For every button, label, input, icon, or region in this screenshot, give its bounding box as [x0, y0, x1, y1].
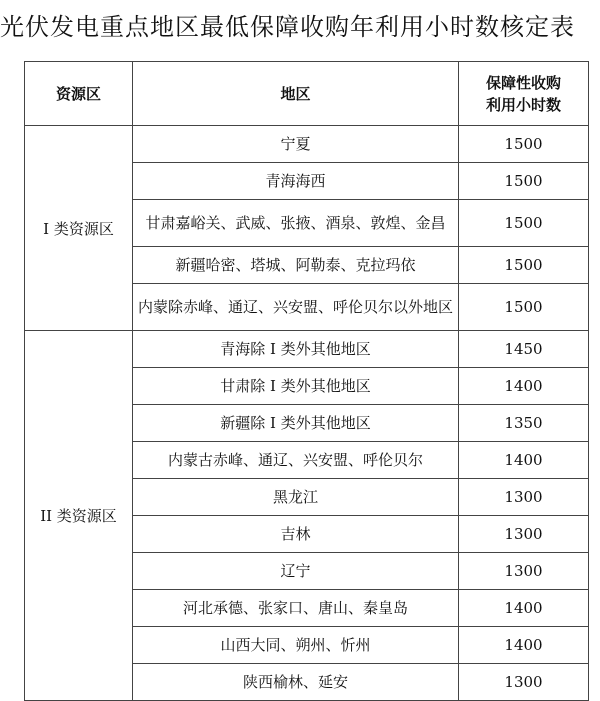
hours-cell: 1500: [459, 163, 589, 200]
header-hours-line1: 保障性收购: [485, 73, 561, 92]
region-cell: 青海海西: [133, 163, 459, 200]
region-cell: 甘肃除 I 类外其他地区: [133, 368, 459, 405]
hours-cell: 1300: [459, 553, 589, 590]
region-cell: 辽宁: [133, 553, 459, 590]
data-table: [24, 61, 589, 701]
hours-cell: 1300: [459, 664, 589, 701]
hours-cell: 1500: [459, 284, 589, 331]
region-cell: 吉林: [133, 516, 459, 553]
table-row: [25, 126, 589, 163]
hours-cell: 1500: [459, 247, 589, 284]
hours-cell: 1400: [459, 627, 589, 664]
region-cell: 新疆除 I 类外其他地区: [133, 405, 459, 442]
page-title: 光伏发电重点地区最低保障收购年利用小时数核定表: [0, 13, 575, 41]
zone-cell: II 类资源区: [25, 331, 133, 701]
region-cell: 黑龙江: [133, 479, 459, 516]
region-cell: 山西大同、朔州、忻州: [133, 627, 459, 664]
header-hours: [459, 62, 589, 126]
region-cell: 青海除 I 类外其他地区: [133, 331, 459, 368]
hours-cell: 1300: [459, 516, 589, 553]
hours-cell: 1350: [459, 405, 589, 442]
region-cell: 陕西榆林、延安: [133, 664, 459, 701]
hours-cell: 1500: [459, 126, 589, 163]
region-cell: 河北承德、张家口、唐山、秦皇岛: [133, 590, 459, 627]
hours-cell: 1400: [459, 590, 589, 627]
region-cell: 内蒙除赤峰、通辽、兴安盟、呼伦贝尔以外地区: [133, 284, 459, 331]
header-region: 地区: [133, 62, 459, 126]
hours-cell: 1400: [459, 442, 589, 479]
hours-cell: 1300: [459, 479, 589, 516]
header-zone: 资源区: [25, 62, 133, 126]
region-cell: 新疆哈密、塔城、阿勒泰、克拉玛依: [133, 247, 459, 284]
table-row: [25, 331, 589, 368]
hours-cell: 1450: [459, 331, 589, 368]
region-cell: 宁夏: [133, 126, 459, 163]
region-cell: 内蒙古赤峰、通辽、兴安盟、呼伦贝尔: [133, 442, 459, 479]
hours-cell: 1400: [459, 368, 589, 405]
hours-cell: 1500: [459, 200, 589, 247]
zone-cell: I 类资源区: [25, 126, 133, 331]
header-hours-line2: 利用小时数: [485, 95, 561, 114]
region-cell: 甘肃嘉峪关、武威、张掖、酒泉、敦煌、金昌: [133, 200, 459, 247]
table-header-row: [25, 62, 589, 126]
